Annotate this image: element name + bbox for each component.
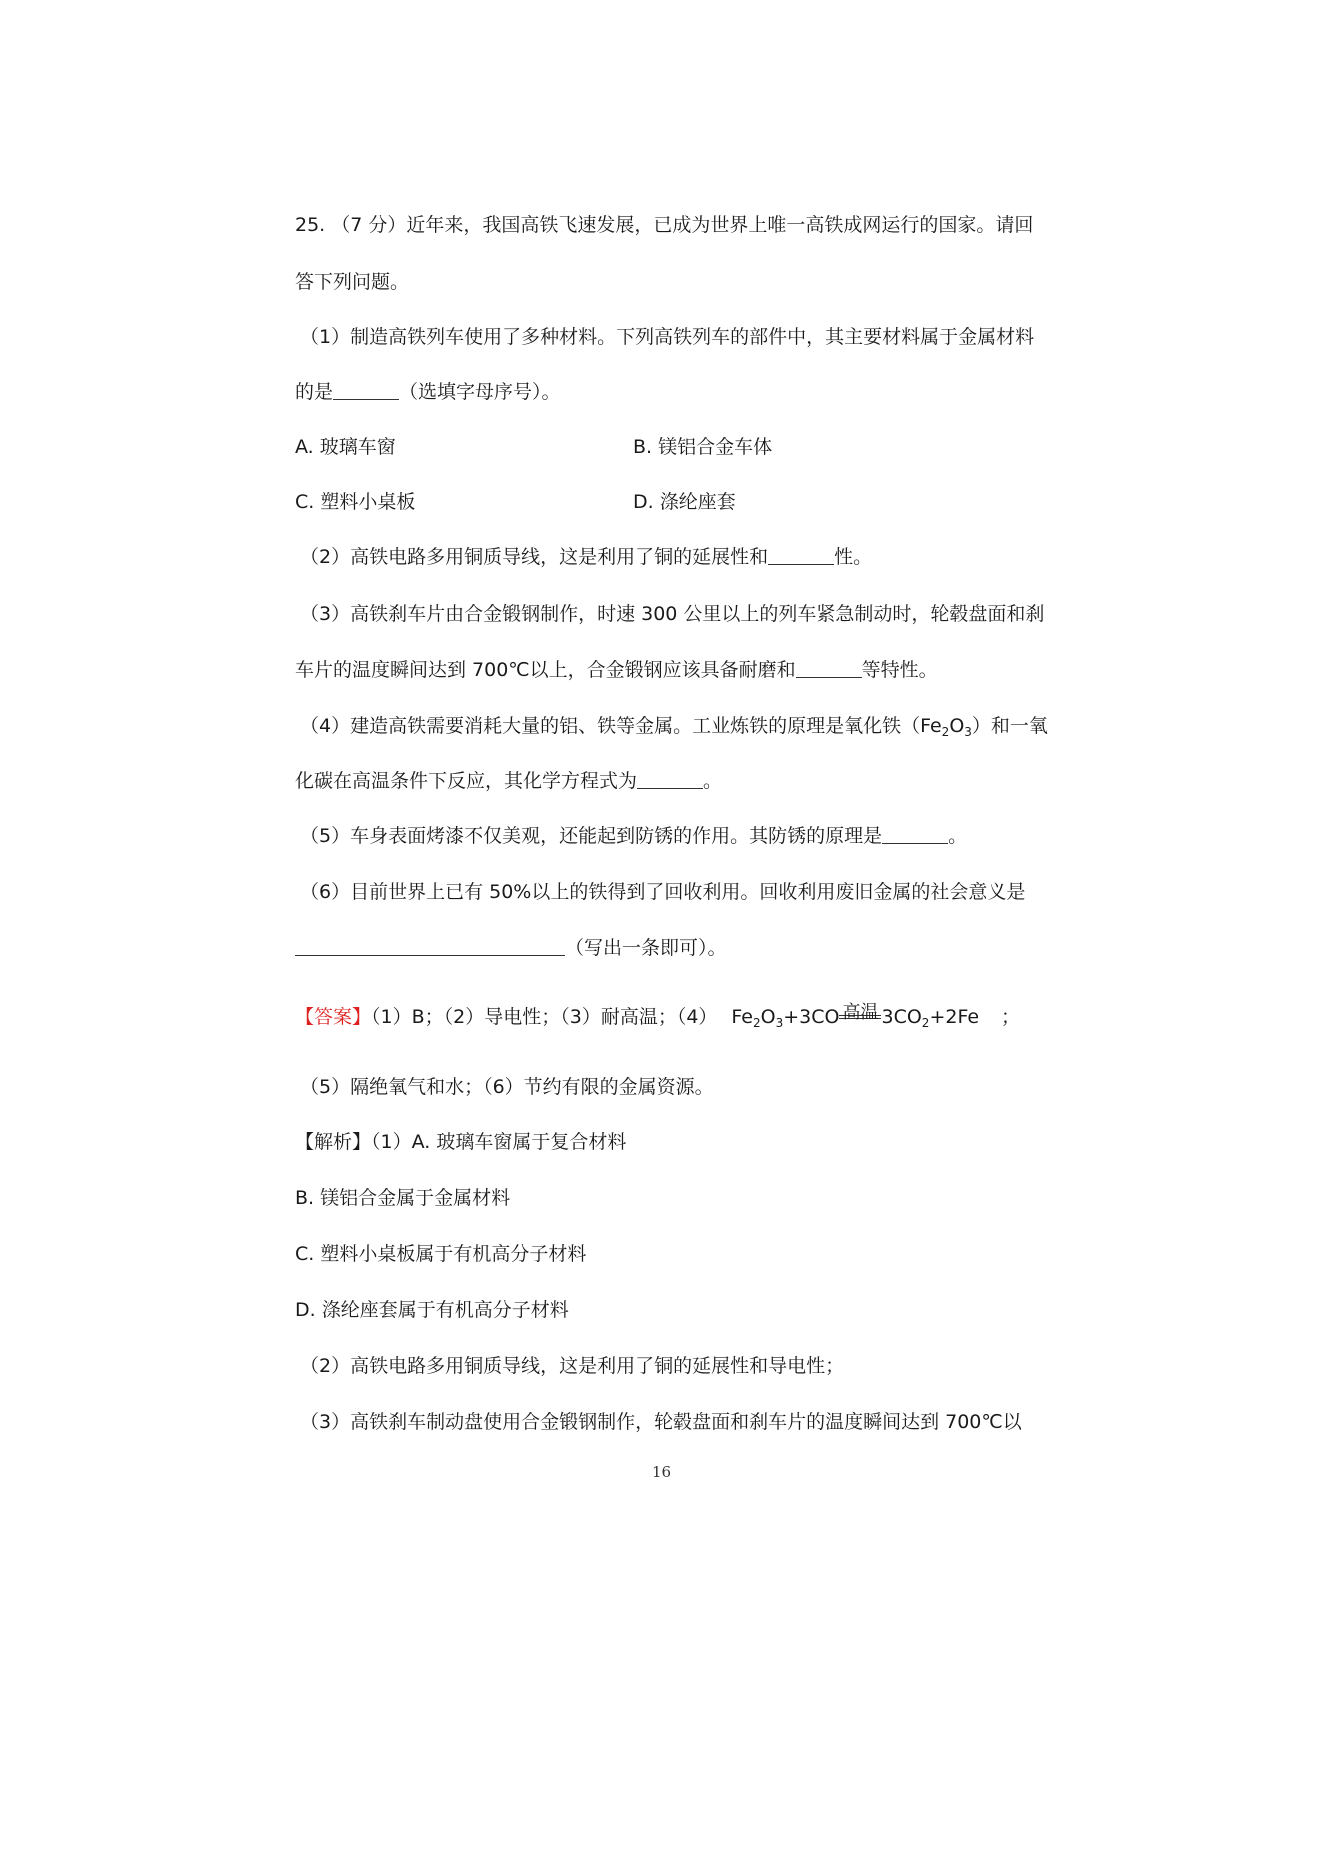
q5-post: 。 bbox=[948, 825, 968, 847]
q4-mid: O bbox=[949, 715, 965, 737]
analysis-line4: D. 涤纶座套属于有机高分子材料 bbox=[295, 1299, 569, 1321]
analysis-line2: B. 镁铝合金属于金属材料 bbox=[295, 1187, 511, 1209]
q4-line1-pre: （4）建造高铁需要消耗大量的铝、铁等金属。工业炼铁的原理是氧化铁（Fe bbox=[300, 715, 942, 737]
q4-sub1: 2 bbox=[941, 725, 950, 739]
q1-line2 bbox=[295, 378, 561, 406]
question-stem-line2: 答下列问题。 bbox=[295, 271, 410, 293]
question-stem-line1: 25. （7 分）近年来，我国高铁飞速发展，已成为世界上唯一高铁成网运行的国家。请回 bbox=[295, 214, 1034, 236]
answer-blank bbox=[882, 825, 948, 844]
answer-line1 bbox=[295, 1003, 1020, 1031]
eq-o: O bbox=[760, 1006, 776, 1028]
answer-part1-end: ； bbox=[1001, 1006, 1021, 1028]
eq-tail: +2Fe bbox=[929, 1006, 980, 1028]
q6-line2-post: （写出一条即可）。 bbox=[565, 937, 727, 959]
answer-blank-long bbox=[295, 937, 565, 956]
q4-line1-post: ）和一氧 bbox=[971, 715, 1048, 737]
option-d: D. 涤纶座套 bbox=[633, 491, 736, 513]
answer-tag: 【答案】 bbox=[295, 1006, 372, 1028]
q5-pre: （5）车身表面烤漆不仅美观，还能起到防锈的作用。其防锈的原理是 bbox=[300, 825, 883, 847]
q3-line2 bbox=[295, 656, 938, 684]
chemical-equation bbox=[731, 1003, 979, 1031]
answer-blank bbox=[637, 770, 703, 789]
q1-line2-post: （选填字母序号）。 bbox=[399, 381, 561, 403]
analysis-line1: 【解析】（1）A. 玻璃车窗属于复合材料 bbox=[295, 1131, 627, 1153]
q2-post: 性。 bbox=[834, 546, 873, 568]
q3-line1: （3）高铁刹车片由合金锻钢制作，时速 300 公里以上的列车紧急制动时，轮毂盘面和刹 bbox=[300, 603, 1045, 625]
q2-pre: （2）高铁电路多用铜质导线，这是利用了铜的延展性和 bbox=[300, 546, 769, 568]
option-c: C. 塑料小桌板 bbox=[295, 491, 416, 513]
eq-sub2b: 2 bbox=[921, 1016, 930, 1030]
q4-sub2: 3 bbox=[964, 725, 972, 739]
answer-blank bbox=[796, 659, 862, 678]
eq-plus-co: +3CO bbox=[783, 1006, 840, 1028]
q2-line bbox=[300, 543, 872, 571]
q4-line2 bbox=[295, 767, 722, 795]
q4-line2-pre: 化碳在高温条件下反应，其化学方程式为 bbox=[295, 770, 638, 792]
eq-fe: Fe bbox=[731, 1006, 753, 1028]
eq-sub2: 2 bbox=[753, 1016, 761, 1030]
analysis-line5: （2）高铁电路多用铜质导线，这是利用了铜的延展性和导电性； bbox=[300, 1355, 845, 1377]
q4-line2-post: 。 bbox=[703, 770, 723, 792]
analysis-line6: （3）高铁刹车制动盘使用合金锻钢制作，轮毂盘面和刹车片的温度瞬间达到 700℃以 bbox=[300, 1411, 1022, 1433]
page-number: 16 bbox=[651, 1463, 672, 1481]
option-a: A. 玻璃车窗 bbox=[295, 436, 396, 458]
q1-line2-pre: 的是 bbox=[295, 381, 334, 403]
q5-line bbox=[300, 822, 967, 850]
q4-line1 bbox=[300, 712, 1048, 740]
eq-sub3: 3 bbox=[775, 1016, 784, 1030]
q6-line1: （6）目前世界上已有 50%以上的铁得到了回收利用。回收利用废旧金属的社会意义是 bbox=[300, 881, 1026, 903]
q1-line1: （1）制造高铁列车使用了多种材料。下列高铁列车的部件中，其主要材料属于金属材料 bbox=[300, 326, 1035, 348]
q3-line2-pre: 车片的温度瞬间达到 700℃以上，合金锻钢应该具备耐磨和 bbox=[295, 659, 796, 681]
answer-line2: （5）隔绝氧气和水；（6）节约有限的金属资源。 bbox=[300, 1076, 714, 1098]
q3-line2-post: 等特性。 bbox=[861, 659, 938, 681]
condition-label: 高温 bbox=[842, 1002, 879, 1023]
analysis-line3: C. 塑料小桌板属于有机高分子材料 bbox=[295, 1243, 587, 1265]
answer-blank bbox=[333, 381, 399, 400]
q6-line2 bbox=[295, 934, 727, 962]
answer-part1: （1）B；（2）导电性；（3）耐高温；（4） bbox=[371, 1006, 718, 1028]
option-b: B. 镁铝合金车体 bbox=[633, 436, 773, 458]
eq-co2: 3CO bbox=[881, 1006, 922, 1028]
answer-blank bbox=[768, 546, 834, 565]
